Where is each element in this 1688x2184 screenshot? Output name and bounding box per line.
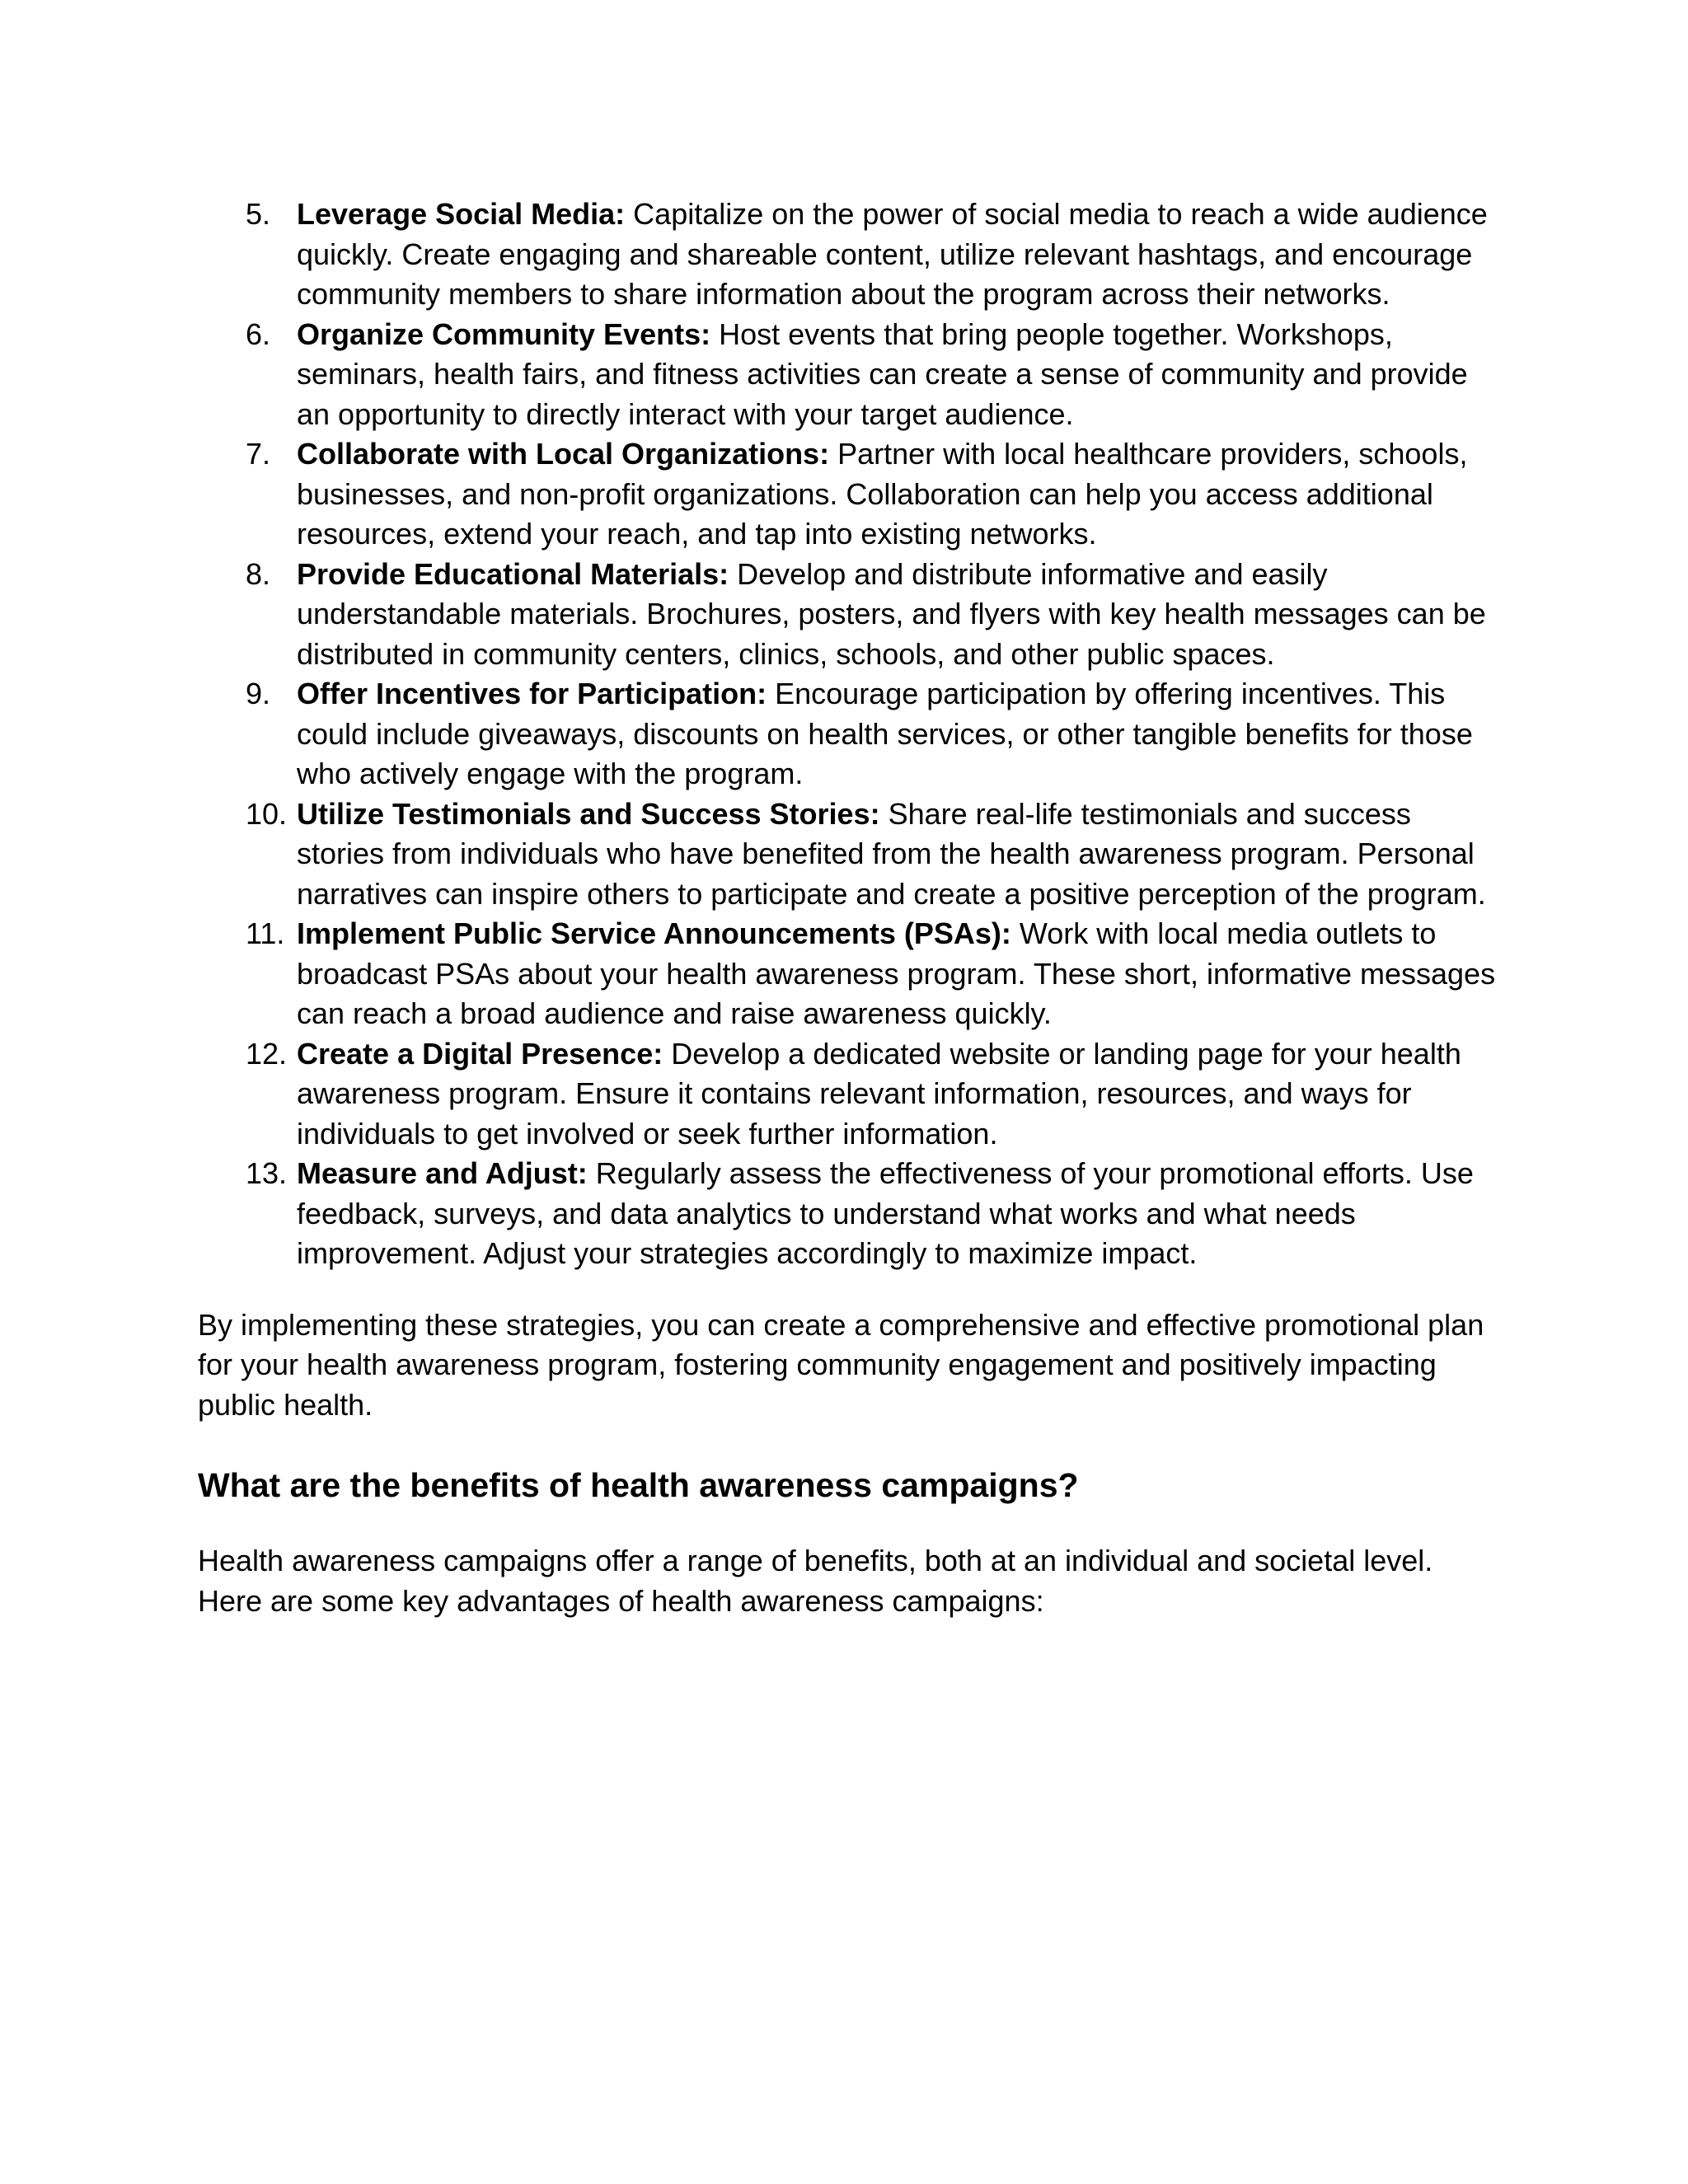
list-item-number: 10. <box>246 796 288 831</box>
list-item-number: 12. <box>246 1036 288 1071</box>
list-item-text: Capitalize on the power of social media to reach a wide audience quickly. Create engaging and shareable content, utilize relevant hashtags, and encourage community members to share information about the program across their networks. <box>297 197 1488 311</box>
list-item-text: Host events that bring people together. Workshops, seminars, health fairs, and fitness activities can create a sense of community and provide an opportunity to directly interact with your target audience. <box>297 316 1468 431</box>
list-item-text: Encourage participation by offering incentives. This could include giveaways, discounts on health services, or other tangible benefits for those who actively engage with the program. <box>297 677 1473 790</box>
section-heading: What are the benefits of health awareness campaigns? <box>198 1466 1079 1504</box>
document-content <box>198 194 1500 1621</box>
list-item-title: Utilize Testimonials and Success Stories: <box>297 796 880 831</box>
list-item-title: Provide Educational Materials: <box>297 556 729 591</box>
summary-paragraph: By implementing these strategies, you can create a comprehensive and effective promotional plan for your health awareness program, fostering community engagement and positively impacting public health. <box>198 1307 1484 1422</box>
list-item-text: Regularly assess the effectiveness of your promotional efforts. Use feedback, surveys, and data analytics to understand what works and what needs improvement. Adjust your strategies accordingly to maximize impact. <box>297 1156 1474 1270</box>
strategy-list <box>198 194 1500 1274</box>
list-item-number: 13. <box>246 1156 288 1190</box>
list-item <box>198 555 1500 675</box>
list-item <box>198 914 1500 1034</box>
list-item-number: 7. <box>246 437 271 471</box>
list-item-number: 9. <box>246 677 271 710</box>
list-item-number: 5. <box>246 197 271 231</box>
list-item-number: 6. <box>246 316 271 351</box>
list-item-title: Implement Public Service Announcements (PSAs): <box>297 916 1011 950</box>
list-item-title: Offer Incentives for Participation: <box>297 677 767 710</box>
list-item <box>198 1154 1500 1274</box>
list-item-title: Organize Community Events: <box>297 316 711 351</box>
list-item-title: Leverage Social Media: <box>297 197 626 231</box>
list-item-text: Develop and distribute informative and easily understandable materials. Brochures, posters, and flyers with key health messages can be distributed in community centers, clinics, schools, and other public spaces. <box>297 556 1486 671</box>
list-item-title: Collaborate with Local Organizations: <box>297 437 830 471</box>
list-item <box>198 1034 1500 1155</box>
list-item <box>198 434 1500 555</box>
intro-paragraph: Health awareness campaigns offer a range of benefits, both at an individual and societal level. Here are some key advantages of health awareness campaigns: <box>198 1544 1433 1618</box>
list-item-text: Develop a dedicated website or landing page for your health awareness program. Ensure it contains relevant information, resources, and ways for individuals to get involved or seek further information. <box>297 1036 1461 1151</box>
list-item <box>198 194 1500 315</box>
list-item-text: Partner with local healthcare providers, schools, businesses, and non-profit organizations. Collaboration can help you access additional resources, extend your reach, and tap into existing networks. <box>297 437 1468 551</box>
list-item <box>198 794 1500 915</box>
list-item-text: Work with local media outlets to broadcast PSAs about your health awareness program. These short, informative messages can reach a broad audience and raise awareness quickly. <box>297 916 1496 1030</box>
list-item <box>198 315 1500 435</box>
list-item-title: Measure and Adjust: <box>297 1156 588 1190</box>
list-item-number: 8. <box>246 556 271 591</box>
list-item <box>198 674 1500 794</box>
list-item-text: Share real-life testimonials and success stories from individuals who have benefited from the health awareness program. Personal narratives can inspire others to participate and create a positive perception of the program. <box>297 796 1486 911</box>
list-item-number: 11. <box>246 916 285 950</box>
list-item-title: Create a Digital Presence: <box>297 1036 663 1071</box>
